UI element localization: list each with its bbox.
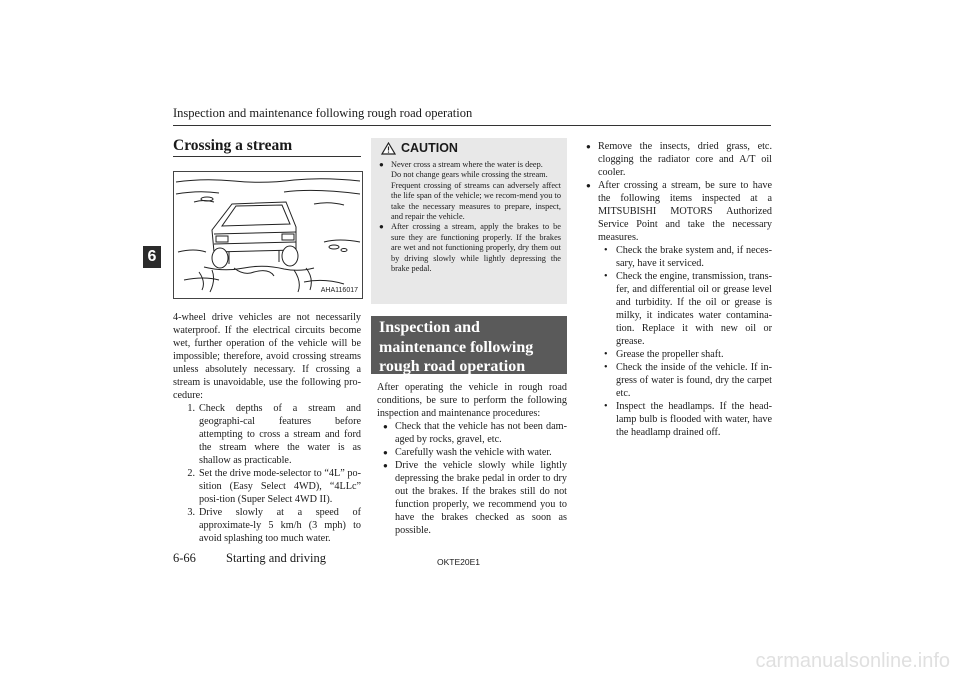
bullet-icon: ● xyxy=(383,448,388,457)
document-code: OKTE20E1 xyxy=(437,557,480,567)
sub-item-text: Check the inside of the vehicle. If in-gress of water is found, dry the carpet etc. xyxy=(616,362,772,399)
sub-item xyxy=(586,361,772,400)
step-text: Check depths of a stream and geographi-cal features before attempting to cross a stream and ford the stream where the water is as shallow as practicable. xyxy=(199,403,361,466)
middle-column-text xyxy=(377,381,567,537)
caution-body xyxy=(379,160,561,274)
sub-item-text: Inspect the headlamps. If the head-lamp bulb is flooded with water, have the headlamp drained off. xyxy=(616,401,772,438)
sub-bullet: • xyxy=(604,271,608,282)
right-column-text xyxy=(586,140,772,439)
header-rule xyxy=(173,125,771,126)
sub-bullet: • xyxy=(604,362,608,373)
sub-item xyxy=(586,244,772,270)
step-number: 3. xyxy=(187,507,195,518)
bullet-icon: ● xyxy=(586,181,591,190)
running-header: Inspection and maintenance following rough road operation xyxy=(173,106,473,120)
step-number: 1. xyxy=(187,403,195,414)
sub-bullet: • xyxy=(604,245,608,256)
stream-crossing-illustration xyxy=(173,171,363,299)
step-item xyxy=(173,402,361,467)
truck-in-water-drawing xyxy=(174,172,362,298)
warning-triangle-icon xyxy=(381,142,396,155)
figure-id: AHA116017 xyxy=(320,287,358,294)
sub-item-text: Grease the propeller shaft. xyxy=(616,349,724,360)
inspection-bullet xyxy=(586,179,772,244)
page-number: 6-66 xyxy=(173,551,196,565)
sub-bullet: • xyxy=(604,401,608,412)
sub-item xyxy=(586,348,772,361)
section-heading-inspection: Inspection and maintenance following rough road operation xyxy=(371,316,567,374)
inspection-bullet xyxy=(586,140,772,179)
inspection-bullet xyxy=(377,446,567,459)
bullet-text: Check that the vehicle has not been dam-aged by rocks, gravel, etc. xyxy=(395,421,567,445)
caution-label: CAUTION xyxy=(401,141,458,155)
step-text: Set the drive mode-selector to “4L” po-sition (Easy Select 4WD), “4LLc” posi-tion (Super Select 4WD II). xyxy=(199,468,361,505)
caution-item xyxy=(379,222,561,274)
bullet-icon: ● xyxy=(379,160,384,169)
sub-bullet: • xyxy=(604,349,608,360)
left-column-text xyxy=(173,311,361,545)
chapter-name: Starting and driving xyxy=(226,551,326,565)
step-item xyxy=(173,506,361,545)
caution-header xyxy=(381,141,458,155)
section-rule xyxy=(173,156,361,157)
caution-line: Never cross a stream where the water is deep. xyxy=(391,160,543,169)
inspection-intro: After operating the vehicle in rough road conditions, be sure to perform the following inspection and maintenance procedures: xyxy=(377,382,567,419)
chapter-tab: 6 xyxy=(143,246,161,268)
caution-item xyxy=(379,160,561,222)
bullet-icon: ● xyxy=(586,142,591,151)
bullet-text: Drive the vehicle slowly while lightly depressing the brake pedal in order to dry out the brakes. If the brakes still do not function properly, we recommend you to have the brakes checked as soon as possible. xyxy=(395,460,567,536)
caution-box xyxy=(371,138,567,304)
bullet-text: Remove the insects, dried grass, etc. clogging the radiator core and A/T oil cooler. xyxy=(598,141,772,178)
bullet-icon: ● xyxy=(383,461,388,470)
caution-line: Frequent crossing of streams can adversely affect the life span of the vehicle; we recom-mend you to take the necessary measures to prepare, inspect, and repair the vehicle. xyxy=(391,180,561,222)
section-heading-crossing-stream: Crossing a stream xyxy=(173,137,293,154)
watermark: carmanualsonline.info xyxy=(755,650,950,672)
sub-item xyxy=(586,270,772,348)
bullet-icon: ● xyxy=(383,422,388,431)
caution-line: After crossing a stream, apply the brakes to be sure they are functioning properly. If the brakes are wet and not functioning properly, dry them out by driving slowly while lightly depressing the brake pedal. xyxy=(391,222,561,274)
sub-item xyxy=(586,400,772,439)
bullet-text: Carefully wash the vehicle with water. xyxy=(395,447,552,458)
bullet-text: After crossing a stream, be sure to have the following items inspected at a MITSUBISHI MOTORS Authorized Service Point and take the necessary measures. xyxy=(598,180,772,243)
inspection-bullet xyxy=(377,459,567,537)
step-item xyxy=(173,467,361,506)
sub-item-text: Check the engine, transmission, trans-fer, and differential oil or grease level and turbidity. If the oil or grease is milky, it indicates water contamina-tion. Replace it with new oil or grease. xyxy=(616,271,772,347)
step-text: Drive slowly at a speed of approximate-ly 5 km/h (3 mph) to avoid splashing too much water. xyxy=(199,507,361,544)
step-number: 2. xyxy=(187,468,195,479)
bullet-icon: ● xyxy=(379,222,384,232)
caution-line: Do not change gears while crossing the stream. xyxy=(391,170,548,180)
sub-item-text: Check the brake system and, if neces-sary, have it serviced. xyxy=(616,245,772,269)
inspection-bullet xyxy=(377,420,567,446)
crossing-intro: 4-wheel drive vehicles are not necessarily waterproof. If the electrical circuits become wet, further operation of the vehicle will be impossible; therefore, avoid crossing streams unless absolutely necessary. If crossing a stream is unavoidable, use the following pro-cedure: xyxy=(173,312,361,401)
